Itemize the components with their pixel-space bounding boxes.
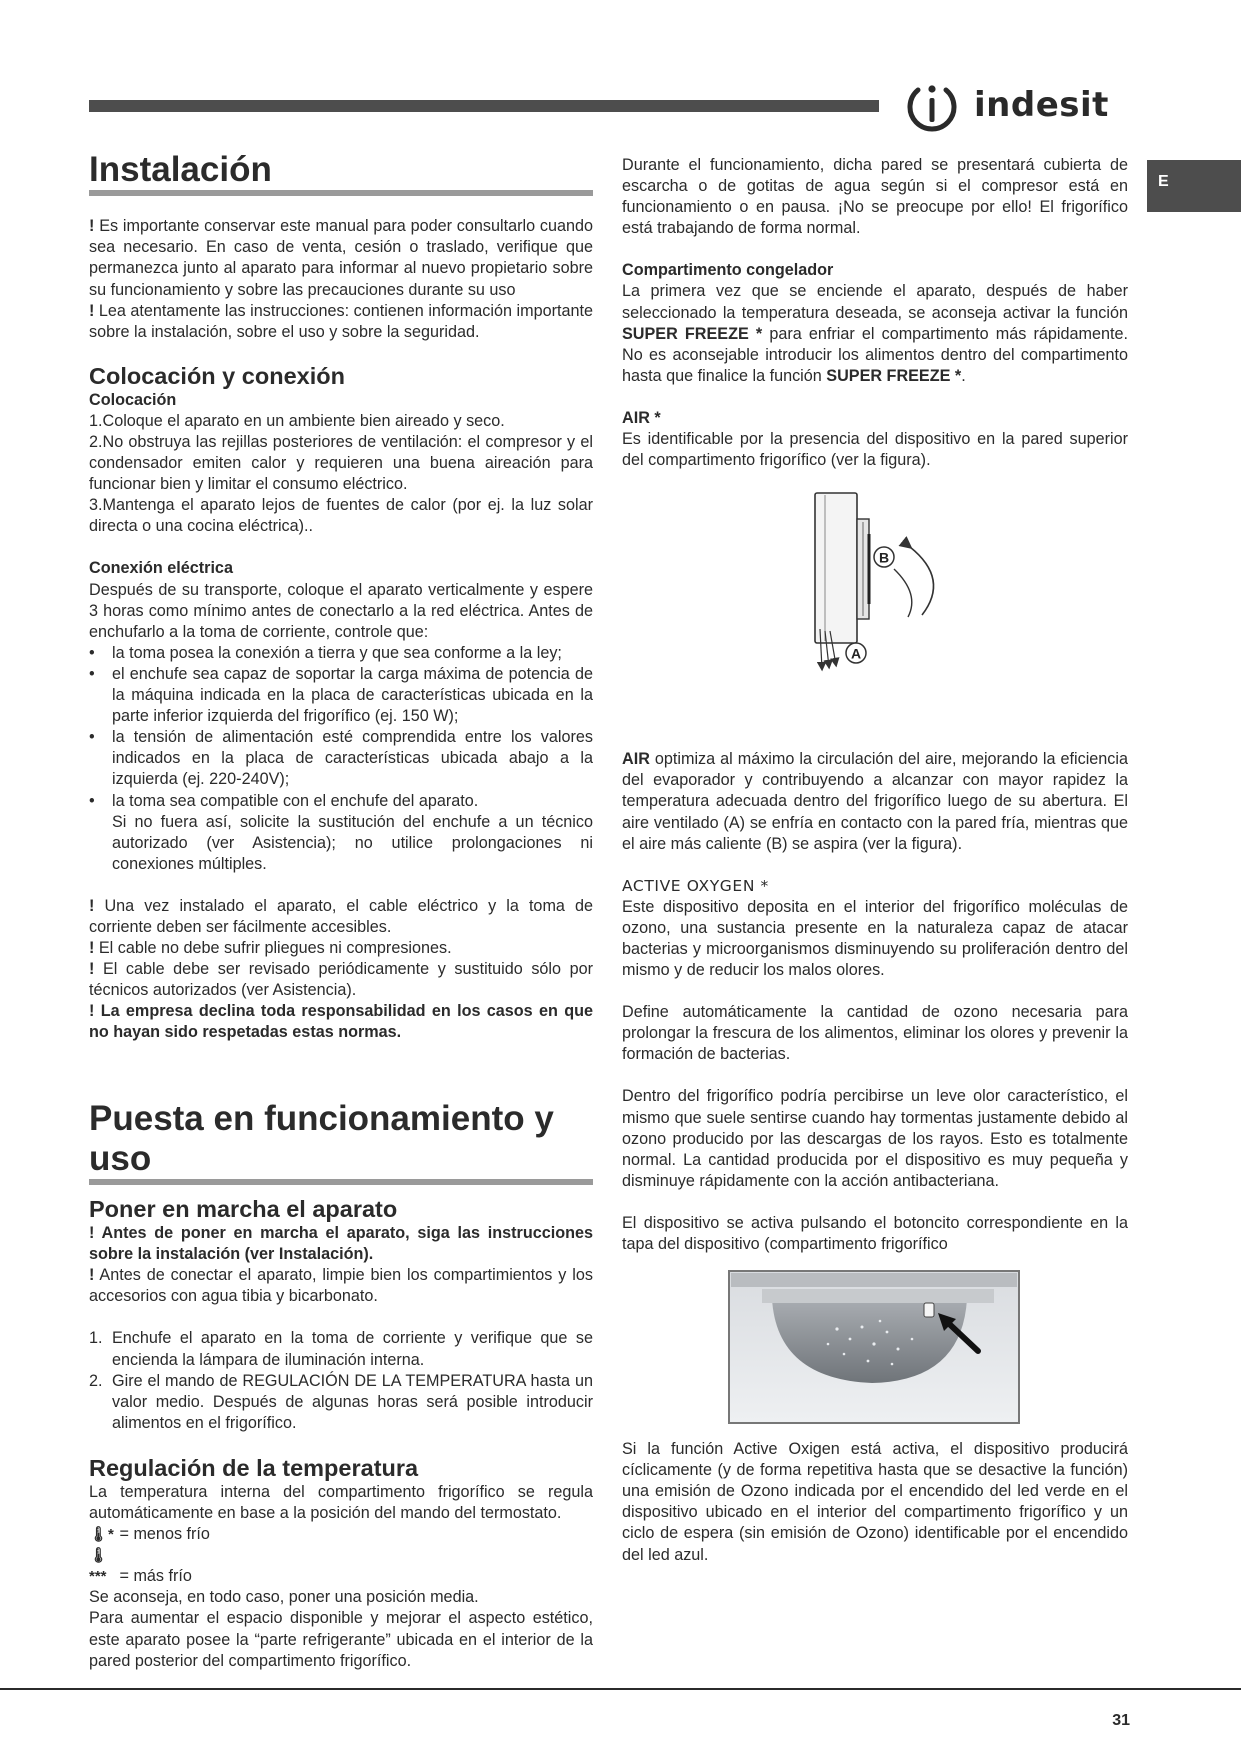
air-flow-figure <box>622 489 1128 737</box>
air-text: Es identificable por la presencia del dispositivo en la pared superior del compartimento frigorífico (ver la figura). <box>622 430 1128 470</box>
footer-rule <box>0 1688 1241 1690</box>
list-item: • la toma posea la conexión a tierra y que sea conforme a la ley; <box>89 643 593 664</box>
congelador-text: La primera vez que se enciende el aparato, después de haber seleccionado la temperatura deseada, se aconseja activar la función SUPER FREEZE * para enfriar el compartimento más rápidamente. No es aconsejable introducir los alimentos dentro del compartimento hasta que finalice la función SUPER FREEZE *. <box>622 282 1128 385</box>
intro-text: Durante el funcionamiento, dicha pared se presentará cubierta de escarcha o de gotitas de agua según si el compresor está en funcionamiento o en pausa. ¡No se preocupe por ello! El frigorífico está trabajando de forma normal. <box>622 156 1128 238</box>
active-paragraph: El dispositivo se activa pulsando el botoncito correspondiente en la tapa del dispositivo (compartimento frigorífico <box>622 1213 1128 1253</box>
colocacion-item: 2.No obstruya las rejillas posteriores de ventilación: el compresor y el condensador emiten calor y requieren una buena aireación para funcionar bien y limitar el consumo eléctrico. <box>89 433 593 494</box>
subheading-conexion-electrica: Conexión eléctrica <box>89 559 233 578</box>
air-description: AIR optimiza al máximo la circulación del aire, mejorando la eficiencia del evaporador y contribuyendo a alcanzar con mayor rapidez la temperatura adecuada dentro del frigorífico luego de su abertura. El aire ventilado (A) se enfría en contacto con la pared fría, mientras que el aire más caliente (B) se aspira (ver la figura). <box>622 750 1128 853</box>
list-item: • la toma sea compatible con el enchufe del aparato. Si no fuera así, solicite la sustitución del enchufe a un técnico autorizado (ver Asistencia); no utilice prolongaciones ni conexiones múltiples. <box>89 791 593 875</box>
poner-steps <box>89 1328 593 1433</box>
conexion-checklist <box>89 643 593 875</box>
heading-regulacion: Regulación de la temperatura <box>89 1454 419 1481</box>
warning-note: ! Una vez instalado el aparato, el cable eléctrico y la toma de corriente deben ser fácilmente accesibles. <box>89 896 593 936</box>
figure-label-b: B <box>878 549 890 566</box>
heading-colocacion-conexion: Colocación y conexión <box>89 362 345 389</box>
language-tab: E <box>1147 160 1241 212</box>
subheading-colocacion: Colocación <box>89 390 177 409</box>
colocacion-item: 1.Coloque el aparato en un ambiente bien aireado y seco. <box>89 411 505 430</box>
colocacion-item: 3.Mantenga el aparato lejos de fuentes de calor (por ej. la luz solar directa o una cocina eléctrica).. <box>89 496 593 536</box>
power-symbol-icon <box>900 78 964 134</box>
thermo-row: 🌡*** = más frío <box>89 1545 593 1587</box>
active-paragraph: Este dispositivo deposita en el interior del frigorífico moléculas de ozono, una sustancia presente en la naturaleza capaz de atacar bacterias y microorganismos disminuyendo su proliferación dentro del mismo y de reducir los malos olores. <box>622 897 1128 980</box>
list-item: • la tensión de alimentación esté comprendida entre los valores indicados en la placa de características ubicada abajo a la izquierda (ej. 220-240V); <box>89 727 593 790</box>
regulacion-text: La temperatura interna del compartimento frigorífico se regula automáticamente en base a la posición del mando del termostato. <box>89 1482 593 1523</box>
header-bar <box>89 100 879 112</box>
intro-note-1: ! Es importante conservar este manual para poder consultarlo cuando sea necesario. En caso de venta, cesión o traslado, verifique que permanezca junto al aparato para informar al nuevo propietario sobre su funcionamiento y sobre las precauciones durante su uso <box>89 217 593 299</box>
thermometer-icon: 🌡*** <box>89 1547 109 1586</box>
heading-poner-marcha: Poner en marcha el aparato <box>89 1196 398 1223</box>
thermo-row: 🌡* = menos frío <box>89 1524 593 1545</box>
active-oxygen-device-photo <box>622 1269 1128 1427</box>
left-column <box>89 150 593 1672</box>
right-column <box>622 155 1128 1566</box>
warning-note: ! El cable no debe sufrir pliegues ni compresiones. <box>89 939 452 958</box>
subheading-congelador: Compartimento congelador <box>622 261 834 280</box>
thermometer-icon: 🌡* <box>89 1526 114 1544</box>
section-title-instalacion: Instalación <box>89 150 593 196</box>
conexion-text: Después de su transporte, coloque el aparato verticalmente y espere 3 horas como mínimo antes de conectarlo a la red eléctrica. Antes de enchufarlo a la toma de corriente, controle que: <box>89 580 593 641</box>
poner-note: ! Antes de conectar el aparato, limpie bien los compartimientos y los accesorios con agua tibia y bicarbonato. <box>89 1266 593 1306</box>
poner-warning: ! Antes de poner en marcha el aparato, siga las instrucciones sobre la instalación (ver Instalación). <box>89 1224 593 1264</box>
active-paragraph: Si la función Active Oxigen está activa, el dispositivo producirá cíclicamente (y de forma repetitiva hasta que se desactive la función) una emisión de Ozono indicada por el encendido del led verde en el dispositivo ubicado en el interior del compartimento frigorífico y un ciclo de espera (sin emisión de Ozono) identificable por el encendido del led azul. <box>622 1440 1128 1564</box>
subheading-air: AIR * <box>622 408 661 427</box>
subheading-active-oxygen: ACTIVE OXYGEN * <box>622 876 769 895</box>
figure-label-a: A <box>850 645 862 662</box>
active-paragraph: Define automáticamente la cantidad de ozono necesaria para prolongar la frescura de los alimentos, eliminar los olores y prevenir la formación de bacterias. <box>622 1003 1128 1064</box>
list-item: 1. Enchufe el aparato en la toma de corriente y verifique que se encienda la lámpara de iluminación interna. <box>89 1329 593 1369</box>
page-number: 31 <box>1112 1712 1130 1729</box>
list-item: 2. Gire el mando de REGULACIÓN DE LA TEMPERATURA hasta un valor medio. Después de algunas horas será posible introducir alimentos en el frigorífico. <box>89 1371 593 1432</box>
list-item: • el enchufe sea capaz de soportar la carga máxima de potencia de la máquina indicada en la placa de características ubicada en la parte inferior izquierda del frigorífico (ej. 150 W); <box>89 664 593 727</box>
brand-name: indesit <box>974 85 1109 125</box>
regulacion-more: Para aumentar el espacio disponible y mejorar el aspecto estético, este aparato posee la “parte refrigerante” ubicada en el interior de la pared posterior del compartimento frigorífico. <box>89 1609 593 1670</box>
brand-logo <box>900 78 1130 134</box>
section-title-puesta: Puesta en funcionamiento y uso <box>89 1099 593 1186</box>
liability-warning: ! La empresa declina toda responsabilidad en los casos en que no hayan sido respetadas estas normas. <box>89 1002 593 1042</box>
regulacion-advice: Se aconseja, en todo caso, poner una posición media. <box>89 1588 479 1607</box>
warning-note: ! El cable debe ser revisado periódicamente y sustituido sólo por técnicos autorizados (ver Asistencia). <box>89 960 593 1000</box>
active-paragraph: Dentro del frigorífico podría percibirse un leve olor característico, el mismo que suele sentirse cuando hay tormentas justamente debido al ozono producido por las descargas de los rayos. Esto es totalmente normal. La cantidad producida por el dispositivo es muy pequeña y disminuye rápidamente con la acción antibacteriana. <box>622 1087 1128 1190</box>
intro-note-2: ! Lea atentamente las instrucciones: contienen información importante sobre la instalación, sobre el uso y sobre la seguridad. <box>89 301 593 341</box>
